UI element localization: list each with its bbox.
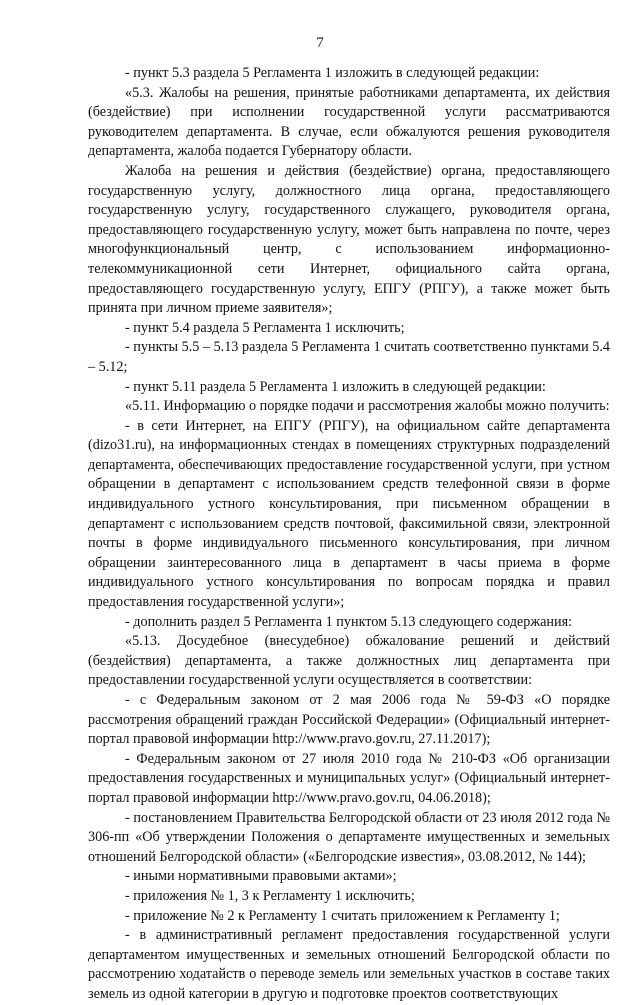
paragraph: «5.13. Досудебное (внесудебное) обжалование решений и действий (бездействия) департамента, а также должностных лиц департамента при предоставлении государственной услуги осуществляется в соответствии: [88,633,610,689]
paragraph: - в сети Интернет, на ЕПГУ (РПГУ), на официальном сайте департамента (dizo31.ru), на информационных стендах в помещениях структурных подразделений департамента, обеспечивающих предоставление государственной услуги, при устном обращении в департамент с использованием средств телефонной связи в форме индивидуального устного консультирования, при письменном обращении в департамент с использованием средств почтовой, факсимильной связи, электронной почты в форме индивидуального письменного консультирования, при личном обращении заинтересованного лица в департамент в часы приема в форме индивидуального устного консультирования по вопросам порядка и правил предоставления государственной услуги»; [88,417,610,611]
page-number: 7 [316,35,324,51]
paragraph: - пункт 5.4 раздела 5 Регламента 1 исключить; [125,319,405,336]
paragraph: - с Федеральным законом от 2 мая 2006 года № 59-ФЗ «О порядке рассмотрения обращений граждан Российской Федерации» (Официальный интернет-портал правовой информации http://www.pravo.gov.ru, 27.11.2017); [88,692,610,748]
paragraph: «5.3. Жалобы на решения, принятые работниками департамента, их действия (бездействие) при исполнении государственной услуги рассматриваются руководителем департамента. В случае, если обжалуются решения руководителя департамента, жалоба подается Губернатору области. [88,84,610,160]
paragraph: Жалоба на решения и действия (бездействие) органа, предоставляющего государственную услугу, должностного лица органа, предоставляющего государственную услугу, государственного служащего, руководителя органа, предоставляющего государственную услугу, может быть направлена по почте, через многофункциональный центр, с использованием информационно-телекоммуникационной сети Интернет, официального сайта органа, предоставляющего государственную услугу, ЕПГУ (РПГУ), а также может быть принята при личном приеме заявителя»; [88,162,610,317]
paragraph: - иными нормативными правовыми актами»; [125,868,397,885]
paragraph: - Федеральным законом от 27 июля 2010 года № 210-ФЗ «Об организации предоставления государственных и муниципальных услуг» (Официальный интернет-портал правовой информации http://www.pravo.gov.ru, 04.06.2018); [88,750,610,806]
paragraph: - дополнить раздел 5 Регламента 1 пунктом 5.13 следующего содержания: [125,613,573,630]
paragraph: - в административный регламент предоставления государственной услуги департаментом имущественных и земельных отношений Белгородской области по рассмотрению ходатайств о переводе земель или земельных участков в составе таких земель из одной категории в другую и подготовке проектов соответствующих [88,927,610,1002]
document-body [88,64,610,1005]
paragraph: - пункт 5.3 раздела 5 Регламента 1 изложить в следующей редакции: [125,65,540,81]
paragraph: - пункт 5.11 раздела 5 Регламента 1 изложить в следующей редакции: [125,378,546,395]
paragraph: - приложения № 1, 3 к Регламенту 1 исключить; [125,887,415,904]
paragraph: «5.11. Информацию о порядке подачи и рассмотрения жалобы можно получить: [125,398,610,415]
paragraph: - приложение № 2 к Регламенту 1 считать приложением к Регламенту 1; [125,907,560,924]
paragraph: - пункты 5.5 – 5.13 раздела 5 Регламента 1 считать соответственно пунктами 5.4 – 5.12; [88,339,610,375]
paragraph: - постановлением Правительства Белгородской области от 23 июля 2012 года № 306-пп «Об утверждении Положения о департаменте имущественных и земельных отношений Белгородской области» («Белгородские известия», 03.08.2012, № 144); [88,809,610,865]
